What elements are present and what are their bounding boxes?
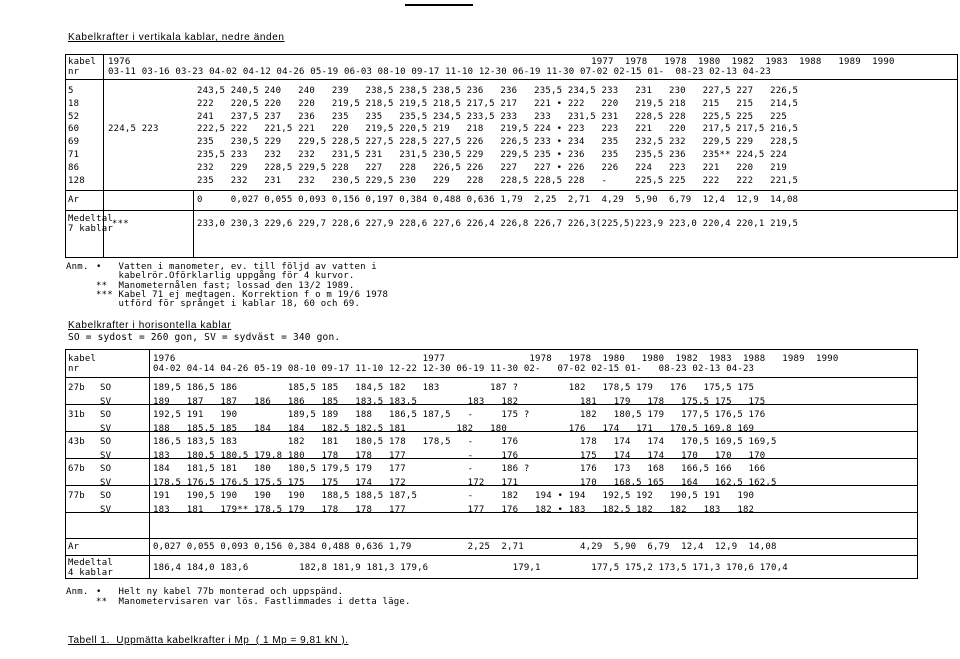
note1-line: ** Manometernålen fast; lossad den 13/2 1989. bbox=[96, 280, 355, 291]
note2-label: Anm. bbox=[66, 587, 89, 597]
note2-line: • Helt ny kabel 77b monterad och uppspänd. bbox=[96, 587, 344, 597]
table2-row-nr: 67b bbox=[68, 464, 85, 474]
table1-row-nr: 69 bbox=[68, 137, 80, 148]
table2-row-direction: SO bbox=[100, 437, 112, 447]
table2-row-direction: SO bbox=[100, 491, 112, 501]
table2-ar-values: 0,027 0,055 0,093 0,156 0,384 0,488 0,636 1,79 2,25 2,71 4,29 5,90 6,79 12,4 12,9 14,08 bbox=[153, 542, 777, 552]
table2-row-direction: SV bbox=[100, 504, 112, 515]
table2-subtitle: SO = sydost = 260 gon, SV = sydväst = 340 gon. bbox=[68, 332, 341, 343]
table1-row-nr: 52 bbox=[68, 111, 80, 122]
table2-header-years: 1976 1977 1978 1978 1980 1980 1982 1983 1988 1989 1990 bbox=[153, 354, 839, 364]
table2-row-nr: 31b bbox=[68, 410, 85, 420]
note1-line: kabelrör.Oförklarlig uppgång för 4 kurvor. bbox=[96, 271, 355, 282]
table1-body-rule bbox=[65, 190, 958, 191]
table2-col-sep bbox=[149, 349, 150, 579]
table1-title: Kabelkrafter i vertikala kablar, nedre änden bbox=[68, 32, 285, 43]
table1-row-nr: 71 bbox=[68, 150, 80, 160]
table1-ar-label: Ar bbox=[68, 195, 80, 205]
table2-row-direction: SV bbox=[100, 450, 112, 461]
table2-header-rule bbox=[65, 377, 918, 378]
table2-ar-label: Ar bbox=[68, 542, 80, 552]
table1-row-nr: 5 bbox=[68, 86, 74, 96]
table1-row-nr: 128 bbox=[68, 175, 85, 186]
table2-row-direction: SV bbox=[100, 423, 112, 434]
note2-line: ** Manometervisaren var lös. Fastlimmades i detta läge. bbox=[96, 597, 411, 607]
table2-header-kabel: kabel nr bbox=[68, 354, 97, 374]
top-rule bbox=[405, 4, 473, 6]
table2-header-dates: 04-02 04-14 04-26 05-19 08-10 09-17 11-10 12-22 12-30 06-19 11-30 02- 07-02 02-15 01- 08-23 02-13 04-23 bbox=[153, 364, 755, 374]
note1-line: • Vatten i manometer, ev. till följd av vatten i bbox=[96, 262, 377, 272]
table1-header-years: 1976 1977 1978 1978 1980 1982 1983 1988 1989 1990 bbox=[108, 57, 895, 67]
table1-medeltal-star: *** bbox=[112, 219, 129, 229]
table2-row-nr: 77b bbox=[68, 491, 85, 501]
table2-row-direction: SV bbox=[100, 396, 112, 407]
table1-row-nr: 18 bbox=[68, 98, 80, 109]
table2-row-values: 178,5 176,5 176,5 175,5 175 175 174 172 172 171 170 168,5 165 164 162,5 162,5 bbox=[153, 477, 777, 488]
table1-row-nr: 86 bbox=[68, 162, 80, 173]
table2-row-values: 188 185,5 185 184 184 182,5 182,5 181 182 180 176 174 171 170,5 169,8 169 bbox=[153, 423, 755, 434]
table1-header-dates: 03-11 03-16 03-23 04-02 04-12 04-26 05-19 06-03 08-10 09-17 11-10 12-30 06-19 11-30 07-02 02-15 01- 08-23 02-13 04-23 bbox=[108, 67, 771, 77]
table1-row-values: 241 237,5 237 236 235 235 235,5 234,5 233,5 233 233 231,5 231 228,5 228 225,5 225 225 bbox=[197, 111, 787, 122]
table2-row-direction: SO bbox=[100, 383, 112, 393]
table2-row-values: 192,5 191 190 189,5 189 188 186,5 187,5 - 175 ? 182 180,5 179 177,5 176,5 176 bbox=[153, 410, 766, 420]
table2-medeltal-values: 186,4 184,0 183,6 182,8 181,9 181,3 179,6 179,1 177,5 175,2 173,5 171,3 170,6 170,4 bbox=[153, 563, 788, 573]
table1-row-values: 222,5 222 221,5 221 220 219,5 220,5 219 218 219,5 224 • 223 223 221 220 217,5 217,5 216,5 bbox=[197, 124, 799, 135]
table2-row-values: 183 180,5 180,5 179,8 180 178 178 177 - 176 175 174 174 170 170 170 bbox=[153, 450, 766, 461]
table1-medeltal-label: Medeltal 7 kablar bbox=[68, 214, 113, 234]
table2-row-values: 184 181,5 181 180 180,5 179,5 179 177 - 186 ? 176 173 168 166,5 166 166 bbox=[153, 464, 766, 474]
table2-medeltal-label: Medeltal 4 kablar bbox=[68, 558, 113, 578]
note1-line: *** Kabel 71 ej medtagen. Korrektion f o m 19/6 1978 bbox=[96, 289, 389, 300]
table2-row-values: 186,5 183,5 183 182 181 180,5 178 178,5 - 176 178 174 174 170,5 169,5 169,5 bbox=[153, 437, 777, 447]
table1-row-values: 235 230,5 229 229,5 228,5 227,5 228,5 227,5 226 226,5 233 • 234 235 232,5 232 229,5 229 228,5 bbox=[197, 137, 799, 148]
table2-row-values: 189 187 187 186 186 185 183,5 183,5 183 182 181 179 178 175,5 175 175 bbox=[153, 396, 766, 407]
table1-row-values: 235,5 233 232 232 231,5 231 231,5 230,5 229 229,5 235 • 236 235 235,5 236 235** 224,5 224 bbox=[197, 150, 787, 160]
table2-body-rule bbox=[65, 538, 918, 539]
table-caption: Tabell 1. Uppmätta kabelkrafter i Mp ( 1 Mp = 9,81 kN ). bbox=[68, 635, 349, 646]
table2-row-values: 191 190,5 190 190 190 188,5 188,5 187,5 - 182 194 • 194 192,5 192 190,5 191 190 bbox=[153, 491, 755, 501]
table1-row-nr: 60 bbox=[68, 124, 80, 135]
table2-row-nr: 43b bbox=[68, 437, 85, 447]
table1-medeltal-values: 233,0 230,3 229,6 229,7 228,6 227,9 228,6 227,6 226,4 226,8 226,7 226,3(225,5)223,9 223,0 220,4 220,1 219,5 bbox=[197, 219, 799, 229]
table2-row-direction: SO bbox=[100, 464, 112, 474]
table1-header-rule bbox=[65, 79, 958, 80]
table2-row-values: 189,5 186,5 186 185,5 185 184,5 182 183 187 ? 182 178,5 179 176 175,5 175 bbox=[153, 383, 755, 393]
table1-row-values: 235 232 231 232 230,5 229,5 230 229 228 228,5 228,5 228 - 225,5 225 222 222 221,5 bbox=[197, 175, 799, 186]
table2-row-direction: SO bbox=[100, 410, 112, 420]
table2-title: Kabelkrafter i horisontella kablar bbox=[68, 320, 232, 331]
table2-row-direction: SV bbox=[100, 477, 112, 488]
table1-ar-rule bbox=[65, 210, 958, 211]
table2-ar-rule bbox=[65, 555, 918, 556]
table1-row-values: 232 229 228,5 229,5 228 227 228 226,5 226 227 227 • 226 226 224 223 221 220 219 bbox=[197, 162, 787, 173]
table1-header-kabel: kabel nr bbox=[68, 57, 97, 77]
table2-row-nr: 27b bbox=[68, 383, 85, 393]
note1-label: Anm. bbox=[66, 262, 89, 272]
note1-line: utförd för språnget i kablar 18, 60 och 69. bbox=[96, 299, 361, 310]
table1-ar-values: 0 0,027 0,055 0,093 0,156 0,197 0,384 0,488 0,636 1,79 2,25 2,71 4,29 5,90 6,79 12,4 12,9 14,08 bbox=[197, 195, 799, 205]
table2-row-values: 183 181 179** 178,5 179 178 178 177 177 176 182 • 183 182,5 182 182 183 182 bbox=[153, 504, 755, 515]
table1-row-early-values: 224,5 223 bbox=[108, 124, 159, 135]
table1-row-values: 222 220,5 220 220 219,5 218,5 219,5 218,5 217,5 217 221 • 222 220 219,5 218 215 215 214,5 bbox=[197, 98, 799, 109]
table1-row-values: 243,5 240,5 240 240 239 238,5 238,5 238,5 236 236 235,5 234,5 233 231 230 227,5 227 226,5 bbox=[197, 86, 799, 96]
table1-value-sep bbox=[193, 190, 194, 258]
